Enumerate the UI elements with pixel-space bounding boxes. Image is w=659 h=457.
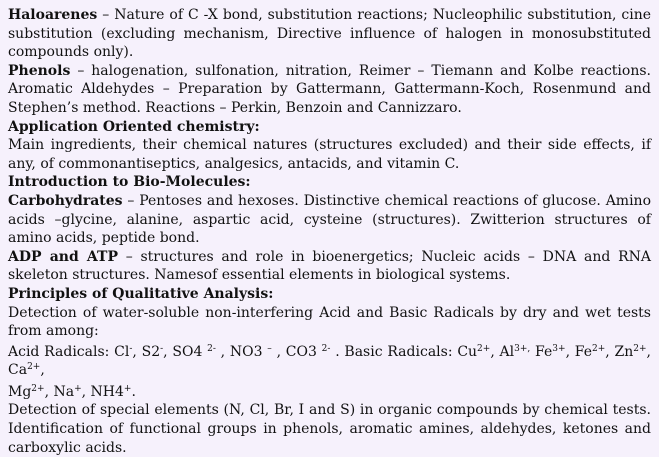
radical-fe2: , Fe (565, 343, 593, 360)
radical-ca-charge: 2+ (27, 362, 41, 373)
biomolecules-heading: Introduction to Bio-Molecules: (8, 174, 251, 191)
haloarenes-term: Haloarenes (8, 7, 98, 23)
radical-nh4-charge: + (123, 383, 132, 394)
radical-co3: , CO3 (271, 343, 322, 360)
radical-zn-charge: 2+ (633, 343, 647, 354)
radical-s-charge: - (160, 343, 164, 354)
radical-zn: , Zn (605, 343, 634, 360)
radical-s: , S2 (132, 343, 161, 360)
acid-radicals-label: Acid Radicals: (8, 343, 115, 360)
radical-list-end: . (131, 383, 136, 400)
radical-mg-charge: 2+ (31, 383, 45, 394)
carbohydrates-term: Carbohydrates (8, 192, 123, 209)
application-heading: Application Oriented chemistry: (8, 118, 260, 135)
detection-text: Detection of special elements (N, Cl, Br, I and S) in organic compounds by chemical tests. Identification of functional groups in phenols, aromatic amines, aldehydes, ketones and carboxylic acids. (8, 402, 651, 456)
basic-radicals-label: . Basic Radicals: (330, 343, 458, 360)
qualitative-heading: Principles of Qualitative Analysis: (8, 285, 274, 302)
application-text: Main ingredients, their chemical natures (structures excluded) and their side effects, if any, of commonantiseptics, analgesics, antacids, and vitamin C. (8, 137, 651, 172)
radical-nh4: , NH4 (81, 383, 124, 400)
qualitative-text: Detection of water-soluble non-interfering Acid and Basic Radicals by dry and wet tests from among: (8, 304, 651, 340)
radical-fe2-charge: 2+ (592, 343, 606, 354)
phenols-term: Phenols (8, 62, 71, 79)
radical-na: , Na (44, 383, 75, 400)
radical-cl-charge: - (129, 343, 133, 354)
phenols-paragraph (8, 62, 651, 118)
radical-fe3: Fe (530, 343, 553, 360)
radical-al-charge: 3+, (514, 343, 531, 354)
haloarenes-paragraph (8, 6, 651, 62)
radical-cu: Cu (457, 343, 478, 360)
radicals-line-2 (8, 383, 651, 402)
radical-cl: Cl (114, 343, 130, 360)
radical-mg: Mg (8, 383, 32, 400)
radical-ca-separator: , (40, 362, 45, 379)
adp-term: ADP and ATP (8, 248, 118, 265)
haloarenes-text: – Nature of C -X bond, substitution reactions; Nucleophilic substitution, cine substitution (excluding mechanism, Directive influence of halogen in monosubstituted compounds only). (8, 7, 651, 61)
radical-so4-charge: 2- (207, 343, 216, 354)
carbohydrates-text: – Pentoses and hexoses. Distinctive chemical reactions of glucose. Amino acids –glycine, alanine, aspartic acid, cysteine (structures). Zwitterion structures of amino acids, peptide bond. (8, 192, 651, 247)
radical-co3-charge: 2- (321, 343, 331, 354)
carbohydrates-paragraph (8, 192, 651, 248)
radical-na-charge: + (74, 383, 82, 394)
radical-al: , Al (490, 343, 515, 360)
radical-fe3-charge: 3+ (552, 343, 566, 354)
radical-no3-charge: – (267, 343, 272, 354)
radical-cu-charge: 2+ (477, 343, 491, 354)
radicals-line-1 (8, 343, 651, 380)
radical-so4: , SO4 (163, 343, 208, 360)
phenols-text: – halogenation, sulfonation, nitration, Reimer – Tiemann and Kolbe reactions. Aromatic Aldehydes – Preparation by Gattermann, Gattermann-Koch, Rosenmund and Stephen’s method. Reactions – Perkin, Benzoin and Cannizzaro. (8, 62, 651, 116)
adp-text: – structures and role in bioenergetics; Nucleic acids – DNA and RNA skeleton structures. Namesof essential elements in biological systems. (8, 248, 652, 284)
radical-no3: , NO3 (215, 343, 268, 360)
radical-ca: , Ca (8, 343, 651, 379)
adp-paragraph (8, 248, 651, 285)
